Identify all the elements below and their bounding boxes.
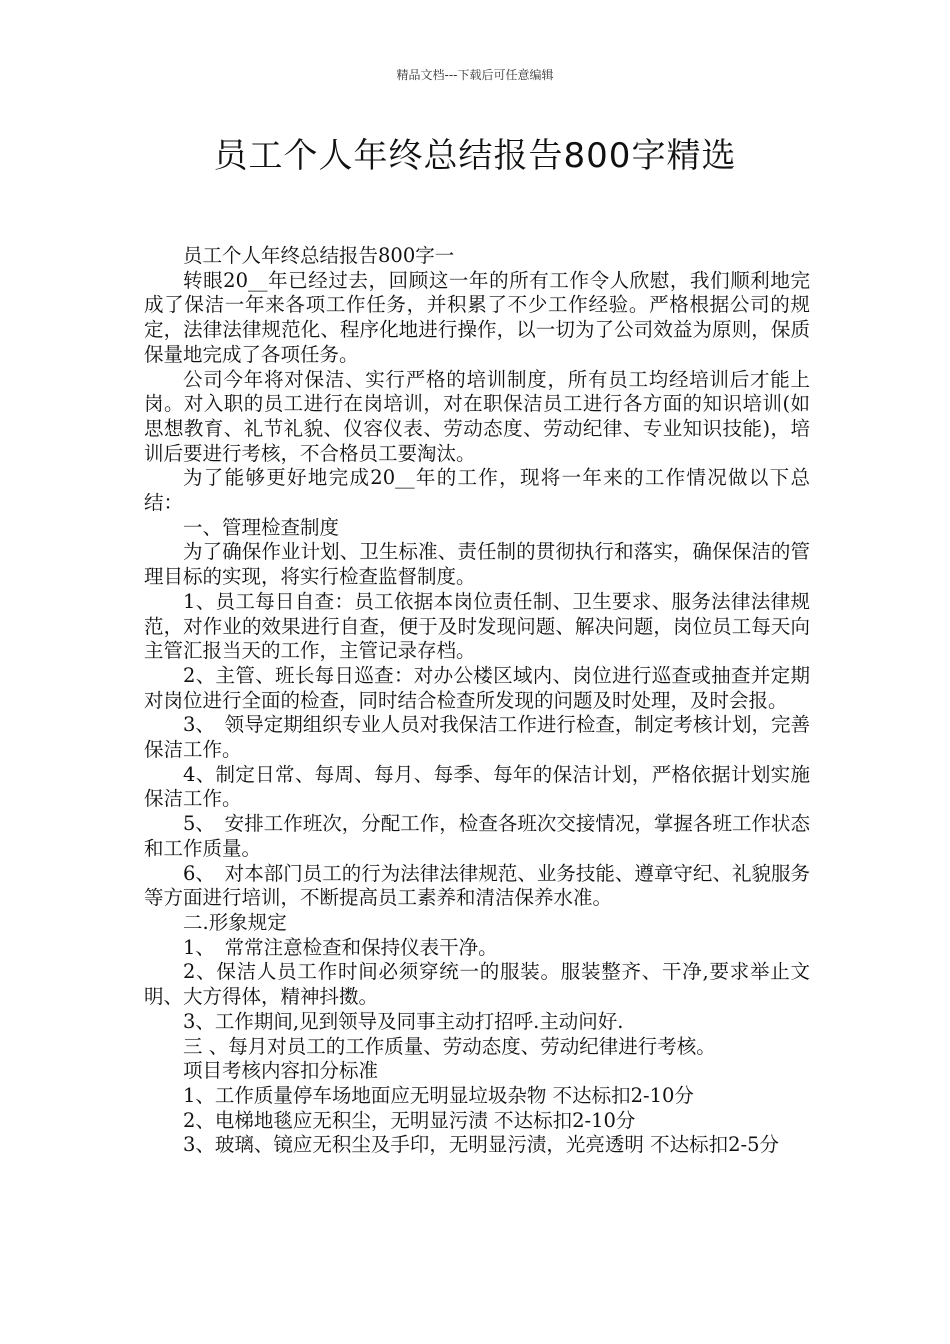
list-item: 2、保洁人员工作时间必须穿统一的服装。服装整齐、干净,要求举止文明、大方得体，精神抖擞。 — [144, 960, 810, 1009]
list-item: 6、 对本部门员工的行为法律法律规范、业务技能、遵章守纪、礼貌服务等方面进行培训，不断提高员工素养和清洁保养水准。 — [144, 861, 810, 910]
list-item: 1、工作质量停车场地面应无明显垃圾杂物 不达标扣2-10分 — [183, 1083, 694, 1107]
list-item: 2、电梯地毯应无积尘，无明显污渍 不达标扣2-10分 — [183, 1108, 636, 1132]
paragraph: 员工个人年终总结报告800字一 — [183, 244, 455, 267]
paragraph: 转眼20__年已经过去，回顾这一年的所有工作令人欣慰，我们顺利地完成了保洁一年来各项工作任务，并积累了不少工作经验。严格根据公司的规定，法律法律规范化、程序化地进行操作，以一切为了公司效益为原则，保质保量地完成了各项任务。 — [144, 268, 810, 366]
list-item: 4、制定日常、每周、每月、每季、每年的保洁计划，严格依据计划实施保洁工作。 — [144, 762, 810, 811]
header-note: 精品文档---下载后可任意编辑 — [396, 68, 554, 82]
list-item: 3、工作期间,见到领导及同事主动打招呼.主动问好. — [183, 1009, 624, 1033]
table-header: 项目考核内容扣分标准 — [183, 1059, 379, 1083]
section-heading: 三 、每月对员工的工作质量、劳动态度、劳动纪律进行考核。 — [183, 1034, 716, 1058]
page-title: 员工个人年终总结报告800字精选 — [213, 136, 737, 176]
list-item: 5、 安排工作班次，分配工作，检查各班次交接情况，掌握各班工作状态和工作质量。 — [144, 812, 810, 860]
document-body — [144, 244, 810, 1158]
list-item: 3、 领导定期组织专业人员对我保洁工作进行检查，制定考核计划，完善保洁工作。 — [144, 713, 810, 762]
list-item: 1、 常常注意检查和保持仪表干净。 — [183, 935, 498, 959]
section-heading: 一、管理检查制度 — [183, 515, 340, 539]
paragraph: 公司今年将对保洁、实行严格的培训制度，所有员工均经培训后才能上岗。对入职的员工进行在岗培训，对在职保洁员工进行各方面的知识培训(如思想教育、礼节礼貌、仪容仪表、劳动态度、劳动纪律、专业知识技能)，培训后要进行考核，不合格员工要淘汰。 — [144, 367, 810, 465]
paragraph: 为了确保作业计划、卫生标准、责任制的贯彻执行和落实，确保保洁的管理目标的实现，将实行检查监督制度。 — [144, 540, 810, 589]
paragraph: 为了能够更好地完成20__年的工作，现将一年来的工作情况做以下总结： — [144, 466, 810, 515]
list-item: 1、员工每日自查：员工依据本岗位责任制、卫生要求、服务法律法律规范，对作业的效果进行自查，便于及时发现问题、解决问题，岗位员工每天向主管汇报当天的工作，主管记录存档。 — [144, 589, 810, 663]
list-item: 2、主管、班长每日巡查：对办公楼区域内、岗位进行巡查或抽查并定期对岗位进行全面的检查，同时结合检查所发现的问题及时处理，及时会报。 — [144, 663, 810, 712]
section-heading: 二.形象规定 — [183, 910, 287, 934]
list-item: 3、玻璃、镜应无积尘及手印，无明显污渍，光亮透明 不达标扣2-5分 — [183, 1133, 780, 1157]
